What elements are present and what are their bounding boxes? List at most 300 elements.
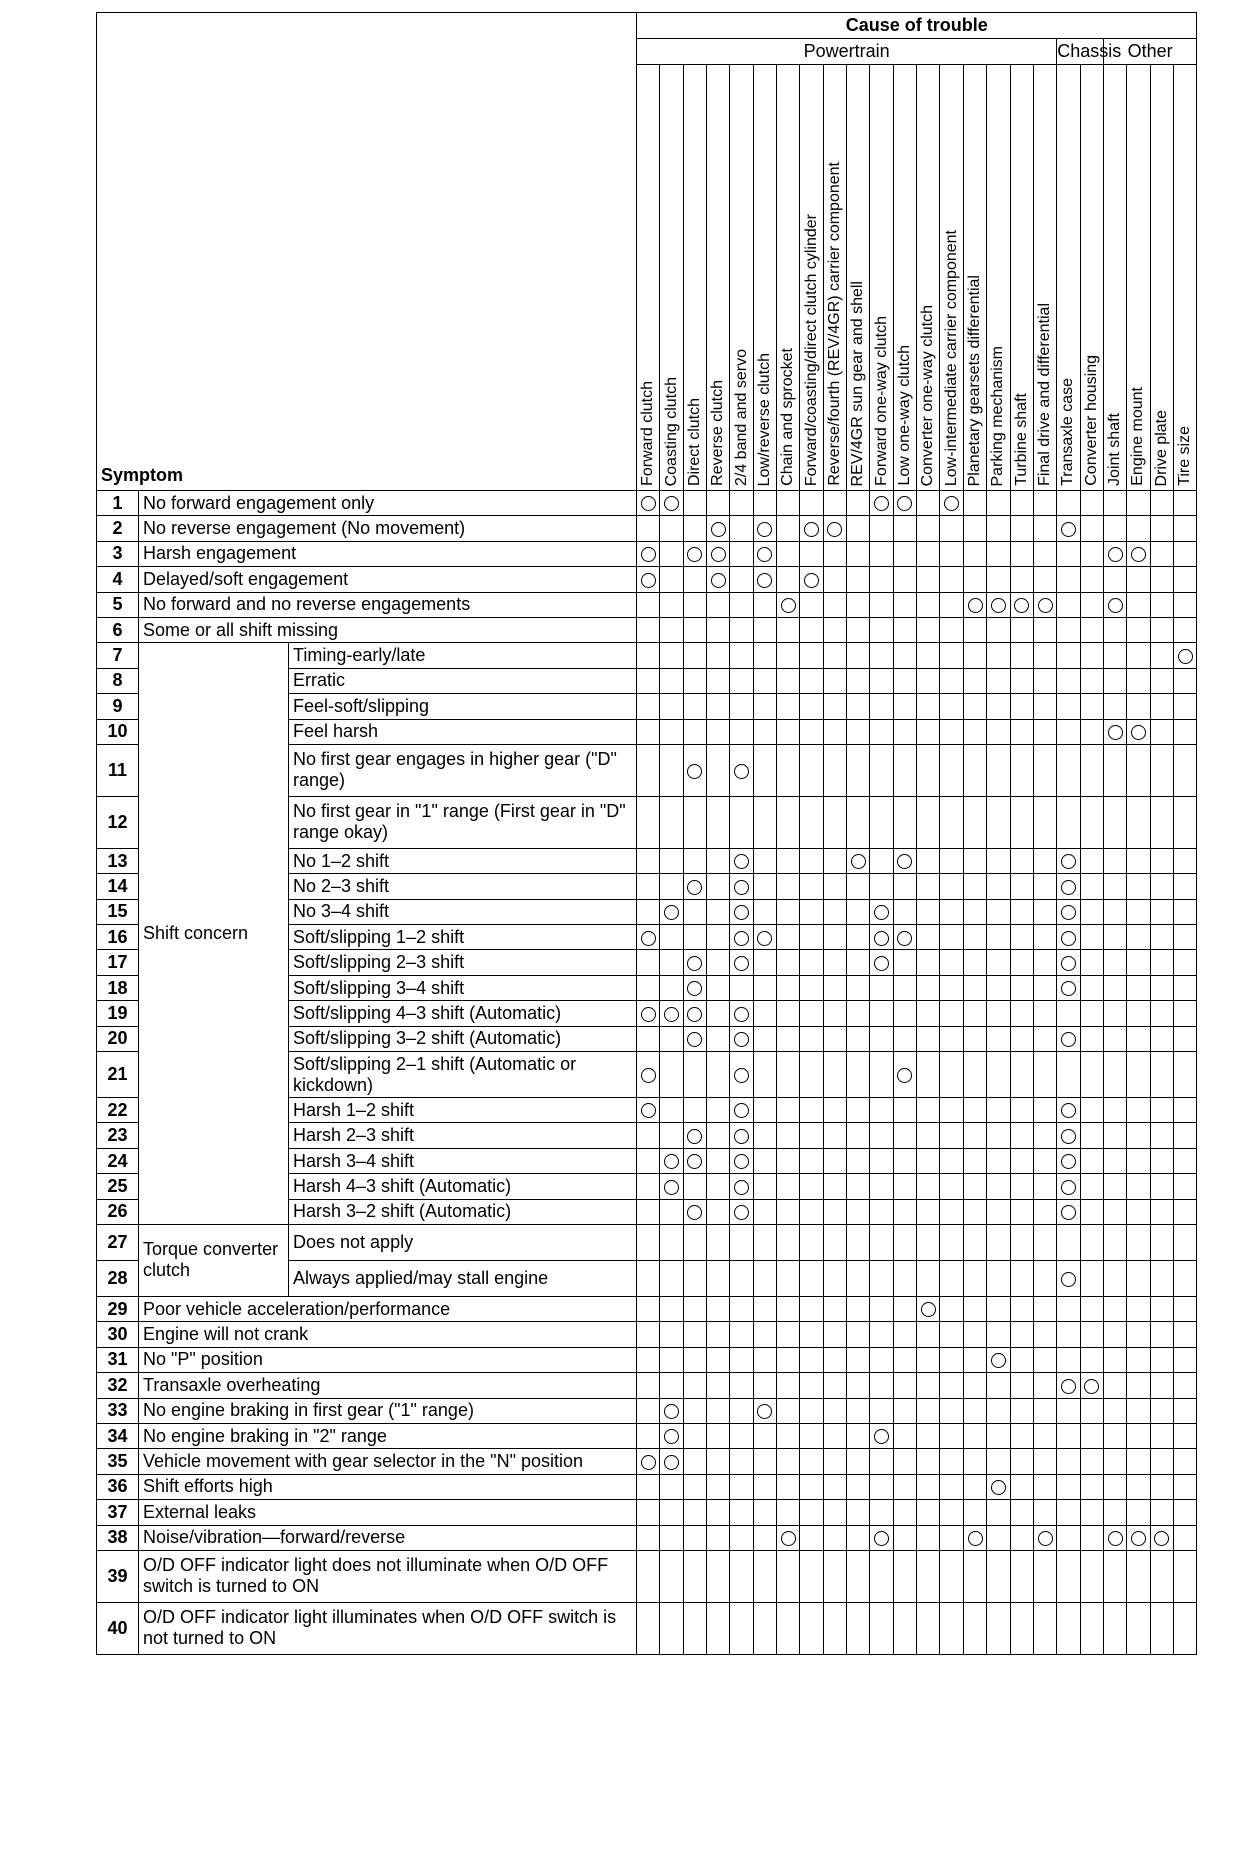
- cause-cell: [707, 874, 730, 899]
- cause-mark-circle-icon: [1108, 547, 1123, 562]
- cause-cell: [917, 874, 940, 899]
- cause-cell: [1173, 567, 1196, 592]
- cause-cell: [893, 1260, 916, 1296]
- cause-cell: [1127, 719, 1150, 744]
- cause-cell: [917, 796, 940, 848]
- cause-mark-circle-icon: [664, 1180, 679, 1195]
- cause-cell: [730, 899, 753, 924]
- cause-cell: [847, 1602, 870, 1654]
- table-row: [97, 1224, 1197, 1260]
- cause-cell: [707, 1322, 730, 1347]
- cause-cell: [683, 1052, 706, 1098]
- row-number: 36: [97, 1474, 139, 1499]
- cause-cell: [707, 1296, 730, 1321]
- cause-cell: [1127, 925, 1150, 950]
- column-header-label: REV/4GR sun gear and shell: [849, 280, 867, 486]
- cause-cell: [1010, 1001, 1033, 1026]
- cause-cell: [637, 592, 660, 617]
- cause-cell: [660, 744, 683, 796]
- cause-cell: [660, 541, 683, 566]
- cause-cell: [1127, 1174, 1150, 1199]
- cause-cell: [1103, 1550, 1126, 1602]
- row-number: 28: [97, 1260, 139, 1296]
- cause-cell: [1010, 491, 1033, 516]
- cause-cell: [1173, 874, 1196, 899]
- symptom-text: Feel-soft/slipping: [289, 694, 637, 719]
- cause-mark-circle-icon: [757, 1404, 772, 1419]
- cause-cell: [777, 1148, 800, 1173]
- cause-cell: [917, 1602, 940, 1654]
- cause-mark-circle-icon: [1038, 1531, 1053, 1546]
- cause-mark-circle-icon: [1061, 1103, 1076, 1118]
- cause-cell: [660, 1148, 683, 1173]
- cause-cell: [1173, 1052, 1196, 1098]
- cause-cell: [753, 1296, 776, 1321]
- cause-cell: [1103, 1602, 1126, 1654]
- cause-cell: [1057, 1296, 1080, 1321]
- cause-mark-circle-icon: [991, 1480, 1006, 1495]
- cause-cell: [917, 975, 940, 1000]
- cause-cell: [1150, 796, 1173, 848]
- cause-cell: [683, 1423, 706, 1448]
- cause-cell: [1173, 1199, 1196, 1224]
- cause-cell: [1033, 1260, 1056, 1296]
- cause-cell: [987, 1199, 1010, 1224]
- column-header-label: Converter housing: [1082, 355, 1100, 486]
- cause-cell: [777, 516, 800, 541]
- cause-cell: [987, 1398, 1010, 1423]
- column-header-label: Converter one-way clutch: [919, 304, 937, 486]
- cause-cell: [730, 1398, 753, 1423]
- cause-cell: [1127, 1098, 1150, 1123]
- cause-cell: [707, 1423, 730, 1448]
- row-number: 9: [97, 694, 139, 719]
- cause-cell: [847, 950, 870, 975]
- cause-cell: [1080, 1398, 1103, 1423]
- cause-cell: [730, 1500, 753, 1525]
- cause-cell: [707, 643, 730, 668]
- row-number: 21: [97, 1052, 139, 1098]
- cause-cell: [940, 1052, 963, 1098]
- cause-cell: [893, 1296, 916, 1321]
- symptom-text: Soft/slipping 2–3 shift: [289, 950, 637, 975]
- cause-cell: [940, 1026, 963, 1051]
- cause-cell: [893, 541, 916, 566]
- cause-cell: [637, 1199, 660, 1224]
- cause-cell: [963, 744, 986, 796]
- cause-cell: [1103, 899, 1126, 924]
- cause-cell: [1010, 975, 1033, 1000]
- cause-cell: [963, 1500, 986, 1525]
- cause-cell: [800, 1260, 823, 1296]
- cause-cell: [1033, 516, 1056, 541]
- cause-cell: [1010, 1123, 1033, 1148]
- cause-cell: [800, 1199, 823, 1224]
- cause-cell: [1057, 643, 1080, 668]
- cause-cell: [940, 950, 963, 975]
- column-header: [987, 65, 1010, 491]
- cause-cell: [1057, 541, 1080, 566]
- symptom-text: Soft/slipping 3–4 shift: [289, 975, 637, 1000]
- cause-cell: [1010, 592, 1033, 617]
- cause-cell: [940, 516, 963, 541]
- cause-cell: [1033, 1550, 1056, 1602]
- cause-cell: [1173, 1398, 1196, 1423]
- cause-cell: [1150, 1026, 1173, 1051]
- column-header: [1033, 65, 1056, 491]
- cause-cell: [683, 643, 706, 668]
- cause-cell: [893, 567, 916, 592]
- cause-cell: [1033, 925, 1056, 950]
- cause-cell: [800, 1398, 823, 1423]
- cause-cell: [637, 1500, 660, 1525]
- cause-cell: [823, 516, 846, 541]
- cause-cell: [1010, 1199, 1033, 1224]
- cause-cell: [683, 617, 706, 642]
- cause-cell: [660, 925, 683, 950]
- cause-cell: [1010, 1602, 1033, 1654]
- cause-cell: [823, 491, 846, 516]
- cause-cell: [637, 1296, 660, 1321]
- cause-cell: [1127, 668, 1150, 693]
- cause-mark-circle-icon: [687, 1032, 702, 1047]
- cause-cell: [917, 1260, 940, 1296]
- cause-cell: [893, 719, 916, 744]
- cause-cell: [1173, 1123, 1196, 1148]
- symptom-text: No reverse engagement (No movement): [139, 516, 637, 541]
- cause-cell: [847, 899, 870, 924]
- cause-cell: [730, 567, 753, 592]
- cause-cell: [893, 744, 916, 796]
- cause-cell: [777, 1423, 800, 1448]
- row-number: 12: [97, 796, 139, 848]
- cause-cell: [683, 1296, 706, 1321]
- cause-cell: [987, 668, 1010, 693]
- cause-mark-circle-icon: [711, 522, 726, 537]
- cause-mark-circle-icon: [734, 1007, 749, 1022]
- cause-cell: [823, 1449, 846, 1474]
- cause-cell: [893, 668, 916, 693]
- cause-mark-circle-icon: [641, 496, 656, 511]
- cause-cell: [1010, 541, 1033, 566]
- cause-cell: [753, 925, 776, 950]
- cause-cell: [683, 1322, 706, 1347]
- cause-cell: [823, 1123, 846, 1148]
- cause-cell: [1033, 643, 1056, 668]
- cause-cell: [1150, 592, 1173, 617]
- cause-cell: [917, 1398, 940, 1423]
- cause-cell: [777, 1550, 800, 1602]
- cause-mark-circle-icon: [804, 522, 819, 537]
- cause-mark-circle-icon: [664, 1429, 679, 1444]
- cause-cell: [637, 1123, 660, 1148]
- cause-cell: [1057, 1449, 1080, 1474]
- cause-cell: [870, 874, 893, 899]
- cause-cell: [893, 1449, 916, 1474]
- cause-cell: [987, 1602, 1010, 1654]
- symptom-text: No engine braking in first gear ("1" range): [139, 1398, 637, 1423]
- cause-cell: [1150, 975, 1173, 1000]
- cause-cell: [1103, 617, 1126, 642]
- cause-cell: [940, 1423, 963, 1448]
- cause-cell: [683, 516, 706, 541]
- cause-cell: [683, 1123, 706, 1148]
- cause-cell: [1080, 975, 1103, 1000]
- cause-cell: [637, 1373, 660, 1398]
- symptom-text: No forward engagement only: [139, 491, 637, 516]
- cause-cell: [847, 1398, 870, 1423]
- column-header-label: Reverse/fourth (REV/4GR) carrier component: [825, 162, 843, 486]
- cause-cell: [823, 1373, 846, 1398]
- cause-cell: [1080, 719, 1103, 744]
- cause-cell: [1080, 694, 1103, 719]
- cause-cell: [1080, 1296, 1103, 1321]
- cause-cell: [1173, 796, 1196, 848]
- cause-mark-circle-icon: [641, 1455, 656, 1470]
- cause-cell: [823, 1550, 846, 1602]
- cause-cell: [1057, 1123, 1080, 1148]
- cause-cell: [1010, 1026, 1033, 1051]
- cause-mark-circle-icon: [641, 573, 656, 588]
- cause-cell: [1127, 1500, 1150, 1525]
- cause-cell: [987, 1052, 1010, 1098]
- cause-cell: [1057, 668, 1080, 693]
- cause-cell: [1150, 899, 1173, 924]
- cause-cell: [660, 1098, 683, 1123]
- cause-mark-circle-icon: [1061, 1032, 1076, 1047]
- cause-cell: [1010, 1423, 1033, 1448]
- cause-cell: [1010, 567, 1033, 592]
- cause-cell: [823, 643, 846, 668]
- cause-cell: [707, 1174, 730, 1199]
- cause-cell: [917, 1001, 940, 1026]
- cause-cell: [637, 1423, 660, 1448]
- cause-cell: [917, 925, 940, 950]
- cause-cell: [660, 1322, 683, 1347]
- cause-mark-circle-icon: [664, 1404, 679, 1419]
- cause-mark-circle-icon: [1108, 598, 1123, 613]
- row-number: 25: [97, 1174, 139, 1199]
- cause-mark-circle-icon: [757, 573, 772, 588]
- symptom-text: Timing-early/late: [289, 643, 637, 668]
- cause-cell: [1173, 516, 1196, 541]
- cause-cell: [1127, 1525, 1150, 1550]
- column-header-label: Final drive and differential: [1036, 303, 1054, 486]
- cause-cell: [963, 1260, 986, 1296]
- symptom-text: Harsh 4–3 shift (Automatic): [289, 1174, 637, 1199]
- cause-mark-circle-icon: [664, 1455, 679, 1470]
- cause-cell: [1010, 1398, 1033, 1423]
- cause-cell: [777, 592, 800, 617]
- cause-cell: [987, 1474, 1010, 1499]
- cause-cell: [1173, 1373, 1196, 1398]
- cause-cell: [707, 1098, 730, 1123]
- cause-cell: [940, 643, 963, 668]
- cause-cell: [1103, 975, 1126, 1000]
- cause-cell: [660, 796, 683, 848]
- cause-cell: [683, 975, 706, 1000]
- cause-cell: [637, 796, 660, 848]
- cause-cell: [753, 617, 776, 642]
- symptom-text: Harsh engagement: [139, 541, 637, 566]
- cause-cell: [800, 1602, 823, 1654]
- cause-mark-circle-icon: [1154, 1531, 1169, 1546]
- cause-cell: [1173, 1550, 1196, 1602]
- cause-cell: [1080, 1224, 1103, 1260]
- cause-cell: [730, 796, 753, 848]
- symptom-text: External leaks: [139, 1500, 637, 1525]
- column-header: [637, 65, 660, 491]
- cause-cell: [1150, 874, 1173, 899]
- row-number: 18: [97, 975, 139, 1000]
- cause-cell: [823, 796, 846, 848]
- cause-cell: [940, 1373, 963, 1398]
- cause-cell: [1033, 848, 1056, 873]
- cause-cell: [847, 1098, 870, 1123]
- cause-cell: [1150, 567, 1173, 592]
- cause-cell: [1150, 617, 1173, 642]
- cause-cell: [1127, 1347, 1150, 1372]
- cause-cell: [730, 1123, 753, 1148]
- cause-cell: [1127, 1026, 1150, 1051]
- cause-cell: [1103, 668, 1126, 693]
- cause-cell: [637, 541, 660, 566]
- cause-cell: [1127, 950, 1150, 975]
- cause-cell: [987, 848, 1010, 873]
- cause-cell: [940, 1474, 963, 1499]
- cause-cell: [893, 1224, 916, 1260]
- cause-cell: [1127, 1423, 1150, 1448]
- cause-cell: [1173, 1525, 1196, 1550]
- cause-cell: [963, 1098, 986, 1123]
- cause-cell: [1127, 899, 1150, 924]
- cause-cell: [1010, 1550, 1033, 1602]
- symptom-text: No engine braking in "2" range: [139, 1423, 637, 1448]
- row-number: 14: [97, 874, 139, 899]
- column-header-label: Drive plate: [1152, 409, 1170, 486]
- cause-cell: [1033, 668, 1056, 693]
- column-header-label: Low one-way clutch: [895, 345, 913, 486]
- cause-cell: [683, 491, 706, 516]
- cause-cell: [637, 491, 660, 516]
- cause-cell: [1150, 1500, 1173, 1525]
- cause-cell: [777, 643, 800, 668]
- cause-cell: [683, 1001, 706, 1026]
- column-header-label: Engine mount: [1129, 387, 1147, 486]
- cause-cell: [847, 541, 870, 566]
- cause-mark-circle-icon: [734, 956, 749, 971]
- cause-cell: [707, 975, 730, 1000]
- cause-cell: [730, 668, 753, 693]
- cause-cell: [917, 1123, 940, 1148]
- cause-cell: [1057, 1148, 1080, 1173]
- cause-cell: [1150, 950, 1173, 975]
- cause-cell: [917, 592, 940, 617]
- column-header-label: Low-intermediate carrier component: [942, 229, 960, 486]
- cause-cell: [1080, 1474, 1103, 1499]
- cause-cell: [870, 1199, 893, 1224]
- cause-cell: [847, 1296, 870, 1321]
- cause-cell: [1103, 1148, 1126, 1173]
- cause-cell: [800, 899, 823, 924]
- cause-cell: [1127, 592, 1150, 617]
- cause-cell: [987, 719, 1010, 744]
- cause-cell: [1010, 874, 1033, 899]
- cause-cell: [637, 1174, 660, 1199]
- cause-cell: [800, 694, 823, 719]
- cause-cell: [660, 719, 683, 744]
- cause-cell: [940, 1098, 963, 1123]
- cause-cell: [940, 1525, 963, 1550]
- cause-cell: [753, 668, 776, 693]
- cause-cell: [1080, 925, 1103, 950]
- cause-cell: [753, 643, 776, 668]
- cause-cell: [1103, 541, 1126, 566]
- cause-cell: [847, 1224, 870, 1260]
- cause-cell: [660, 643, 683, 668]
- cause-cell: [753, 1123, 776, 1148]
- column-header: [940, 65, 963, 491]
- cause-cell: [987, 694, 1010, 719]
- cause-cell: [893, 874, 916, 899]
- symptom-text: Vehicle movement with gear selector in the "N" position: [139, 1449, 637, 1474]
- cause-cell: [940, 1398, 963, 1423]
- cause-cell: [1057, 491, 1080, 516]
- cause-cell: [707, 1373, 730, 1398]
- cause-cell: [963, 1224, 986, 1260]
- cause-mark-circle-icon: [968, 598, 983, 613]
- cause-cell: [940, 899, 963, 924]
- row-number: 8: [97, 668, 139, 693]
- cause-cell: [1173, 899, 1196, 924]
- cause-cell: [753, 719, 776, 744]
- cause-cell: [940, 1148, 963, 1173]
- cause-cell: [1103, 925, 1126, 950]
- cause-cell: [1080, 1001, 1103, 1026]
- cause-cell: [800, 1525, 823, 1550]
- cause-cell: [963, 1449, 986, 1474]
- cause-cell: [800, 1174, 823, 1199]
- table-row: [97, 617, 1197, 642]
- cause-cell: [870, 516, 893, 541]
- cause-cell: [637, 1602, 660, 1654]
- cause-cell: [1080, 950, 1103, 975]
- cause-cell: [1080, 592, 1103, 617]
- row-number: 2: [97, 516, 139, 541]
- cause-cell: [707, 719, 730, 744]
- column-header: [1150, 65, 1173, 491]
- cause-cell: [963, 643, 986, 668]
- column-header: [800, 65, 823, 491]
- cause-cell: [1057, 925, 1080, 950]
- cause-cell: [1127, 1296, 1150, 1321]
- cause-cell: [1103, 1373, 1126, 1398]
- symptom-text: Harsh 3–4 shift: [289, 1148, 637, 1173]
- cause-cell: [870, 1398, 893, 1423]
- cause-cell: [1080, 848, 1103, 873]
- cause-cell: [683, 1449, 706, 1474]
- cause-cell: [847, 744, 870, 796]
- cause-cell: [893, 491, 916, 516]
- cause-cell: [777, 694, 800, 719]
- cause-cell: [1103, 1322, 1126, 1347]
- cause-cell: [777, 874, 800, 899]
- cause-cell: [870, 1224, 893, 1260]
- cause-mark-circle-icon: [687, 1205, 702, 1220]
- cause-cell: [1103, 1026, 1126, 1051]
- cause-cell: [707, 1123, 730, 1148]
- cause-mark-circle-icon: [734, 854, 749, 869]
